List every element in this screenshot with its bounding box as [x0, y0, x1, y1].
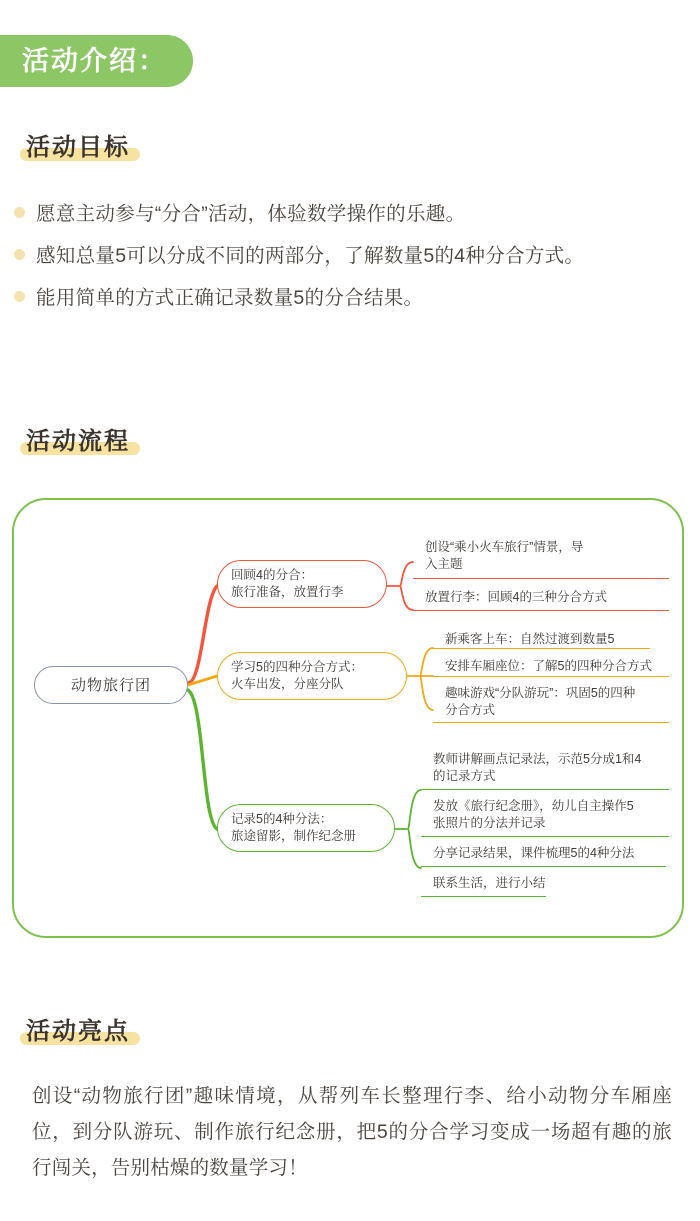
mindmap-leaf-3-2-rule	[421, 836, 669, 837]
goal-list	[14, 196, 674, 322]
mindmap-leaf-2-1-line1: 新乘客上车：自然过渡到数量5	[445, 632, 615, 646]
mindmap-root-label: 动物旅行团	[70, 676, 151, 694]
connector-root-to-branch-1	[188, 586, 217, 683]
section-heading-goal-label: 活动目标	[26, 134, 130, 161]
section-heading-highlight-label: 活动亮点	[26, 1018, 130, 1045]
mindmap-leaf-3-1[interactable]	[421, 750, 675, 788]
bullet-dot-icon	[14, 207, 25, 218]
goal-list-item	[14, 196, 674, 232]
mindmap-leaf-3-1-line2: 的记录方式	[433, 769, 496, 783]
mindmap-leaf-3-4[interactable]	[421, 874, 675, 895]
mindmap-leaf-3-3[interactable]	[421, 844, 675, 865]
connector-branch-2-bracket-lower	[420, 676, 433, 710]
goal-list-item	[14, 238, 674, 274]
mindmap-branch-3-line2: 旅途留影，制作纪念册	[231, 829, 357, 843]
mindmap-leaf-1-2-rule	[413, 610, 669, 611]
mindmap-leaf-1-2-line1: 放置行李：回顾4的三种分合方式	[425, 590, 607, 604]
mindmap-leaf-1-1-line2: 入主题	[425, 557, 463, 571]
connector-branch-2-bracket-upper	[420, 648, 433, 676]
section-heading-highlight	[26, 1018, 130, 1046]
mindmap-root-node[interactable]	[34, 666, 188, 704]
goal-item-text: 愿意主动参与“分合”活动，体验数学操作的乐趣。	[36, 203, 466, 225]
mindmap-leaf-3-3-line1: 分享记录结果，课件梳理5的4种分法	[433, 846, 635, 860]
mindmap-leaf-2-3-line1: 趣味游戏“分队游玩”：巩固5的四种	[445, 686, 636, 700]
mindmap-leaf-2-2-line1: 安排车厢座位：了解5的四种分合方式	[445, 659, 652, 673]
mindmap-leaf-3-1-rule	[421, 789, 669, 790]
mindmap-branch-1-line2: 旅行准备，放置行李	[231, 585, 344, 599]
mindmap-leaf-3-2[interactable]	[421, 797, 675, 835]
page-title: 活动介绍：	[22, 45, 167, 76]
mindmap-leaf-2-3-rule	[433, 722, 669, 723]
mindmap-leaf-2-1[interactable]	[433, 630, 675, 651]
section-heading-flow	[26, 428, 130, 456]
mindmap-leaf-2-3-line2: 分合方式	[445, 703, 496, 717]
mindmap-branch-2-line1: 学习5的四种分合方式：	[231, 660, 363, 674]
mindmap-leaf-1-2[interactable]	[413, 588, 675, 609]
mindmap-container	[12, 498, 684, 938]
mindmap-leaf-2-2[interactable]	[433, 657, 675, 678]
mindmap-leaf-3-4-line1: 联系生活，进行小结	[433, 876, 546, 890]
bullet-dot-icon	[14, 249, 25, 260]
connector-root-to-branch-3	[188, 690, 217, 829]
section-heading-goal	[26, 134, 130, 162]
goal-list-item	[14, 280, 674, 316]
bullet-dot-icon	[14, 291, 25, 302]
mindmap-leaf-3-2-line2: 张照片的分法并记录	[433, 816, 546, 830]
highlight-paragraph: 创设“动物旅行团”趣味情境，从帮列车长整理行李、给小动物分车厢座位，到分队游玩、制作旅行纪念册，把5的分合学习变成一场超有趣的旅行闯关，告别枯燥的数量学习！	[32, 1085, 672, 1179]
mindmap-branch-node-3[interactable]	[217, 804, 395, 852]
mindmap-leaf-3-1-line1: 教师讲解画点记录法，示范5分成1和4	[433, 752, 642, 766]
goal-item-text: 能用简单的方式正确记录数量5的分合结果。	[36, 287, 424, 309]
page-header-banner	[0, 35, 193, 87]
mindmap-leaf-3-4-rule	[421, 896, 546, 897]
mindmap-leaf-1-1[interactable]	[413, 538, 675, 576]
mindmap-branch-2-line2: 火车出发，分座分队	[231, 677, 344, 691]
mindmap-branch-node-2[interactable]	[217, 652, 407, 700]
connector-branch-1-bracket	[400, 562, 413, 610]
mindmap-leaf-3-2-line1: 发放《旅行纪念册》，幼儿自主操作5	[433, 799, 634, 813]
mindmap-branch-1-line1: 回顾4的分合：	[231, 568, 313, 582]
goal-item-text: 感知总量5可以分成不同的两部分，了解数量5的4种分合方式。	[36, 245, 585, 267]
mindmap-leaf-1-1-line1: 创设“乘小火车旅行”情景，导	[425, 540, 584, 554]
mindmap-branch-3-line1: 记录5的4种分法：	[231, 812, 333, 826]
mindmap-branch-node-1[interactable]	[217, 560, 387, 608]
section-heading-flow-label: 活动流程	[26, 428, 130, 455]
mindmap-leaf-1-1-rule	[413, 578, 669, 579]
connector-branch-3-bracket	[408, 790, 421, 868]
mindmap-leaf-3-3-rule	[421, 866, 666, 867]
mindmap-leaf-2-3[interactable]	[433, 684, 675, 722]
